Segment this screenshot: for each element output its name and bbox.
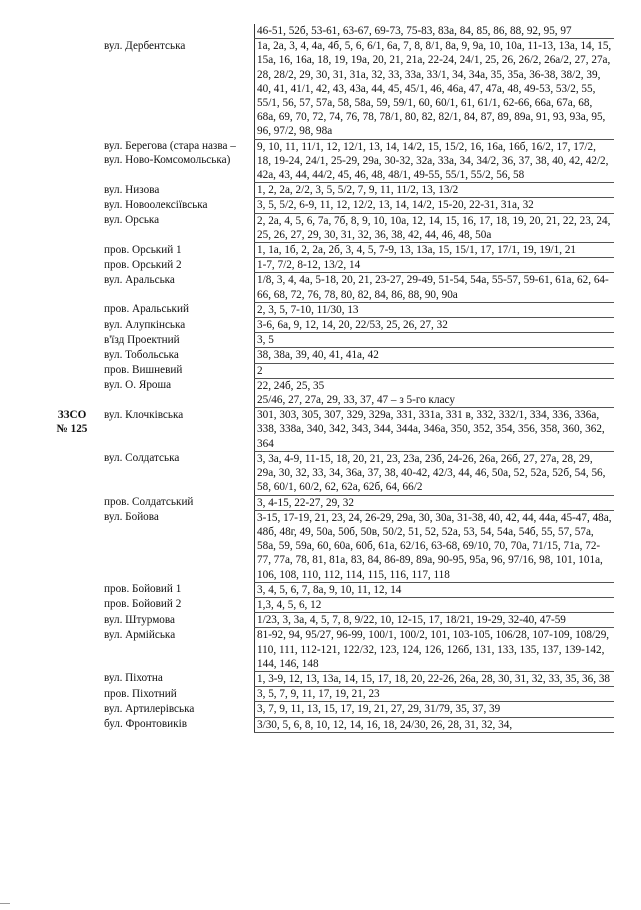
street-name: вул. Артилерівська bbox=[104, 702, 195, 715]
school-cell bbox=[42, 582, 102, 597]
street-name: вул. Клочківська bbox=[104, 408, 184, 421]
house-numbers: 81-92, 94, 95/27, 96-99, 100/1, 100/2, 101, 103-105, 106/28, 107-109, 108/29, 110, 111, 112-121, 122/32, 123, 124, 126, 126б, 131, 133, 135, 137, 139-142, 144, 146, 148 bbox=[255, 628, 615, 672]
school-cell bbox=[42, 198, 102, 213]
table-row bbox=[42, 333, 614, 348]
street-name: пров. Аральський bbox=[104, 303, 189, 316]
house-numbers: 1, 2, 2а, 2/2, 3, 5, 5/2, 7, 9, 11, 11/2, 13, 13/2 bbox=[255, 183, 615, 198]
house-numbers: 3, 4, 5, 6, 7, 8а, 9, 10, 11, 12, 14 bbox=[255, 582, 615, 597]
school-cell bbox=[42, 258, 102, 273]
table-row bbox=[42, 408, 614, 452]
table-row bbox=[42, 378, 614, 407]
school-cell bbox=[42, 302, 102, 317]
school-number: № 125 bbox=[56, 422, 88, 435]
school-cell bbox=[42, 378, 102, 407]
street-name: вул. Штурмова bbox=[104, 613, 175, 626]
school-cell bbox=[42, 333, 102, 348]
table-row bbox=[42, 597, 614, 612]
school-cell bbox=[42, 451, 102, 495]
scan-edge-mark bbox=[0, 903, 10, 910]
table-row bbox=[42, 363, 614, 378]
house-numbers: 2, 3, 5, 7-10, 11/30, 13 bbox=[255, 302, 615, 317]
street-name: вул. Бойова bbox=[104, 511, 159, 524]
house-numbers: 3/30, 5, 6, 8, 10, 12, 14, 16, 18, 24/30, 26, 28, 31, 32, 34, bbox=[255, 717, 615, 732]
street-name: пров. Бойовий 2 bbox=[104, 598, 182, 611]
house-numbers: 3, 7, 9, 11, 13, 15, 17, 19, 21, 27, 29, 31/79, 35, 37, 39 bbox=[255, 702, 615, 717]
table-row bbox=[42, 613, 614, 628]
school-cell bbox=[42, 495, 102, 510]
school-cell bbox=[42, 671, 102, 686]
table-row bbox=[42, 198, 614, 213]
table-row bbox=[42, 702, 614, 717]
school-cell bbox=[42, 510, 102, 582]
house-numbers: 3-15, 17-19, 21, 23, 24, 26-29, 29а, 30, 30а, 31-38, 40, 42, 44, 44а, 45-47, 48а, 48б, 48г, 49, 50а, 50б, 50в, 50/2, 51, 52, 52а, 53, 54, 54а, 54б, 55, 57, 57а, 58а, 59, 59а, 60, 60а, 60б, 61а, 62/16, 63-68, 69/10, 70, 70а, 71/15, 71а, 72-77, 77а, 78, 81, 81а, 83, 84, 86-89, 89а, 90-95, 95а, 96, 97/16, 98, 101, 101а, 106, 108, 110, 112, 114, 115, 116, 117, 118 bbox=[255, 510, 615, 582]
table-row bbox=[42, 183, 614, 198]
table-row bbox=[42, 348, 614, 363]
street-name: вул. Низова bbox=[104, 183, 160, 196]
house-numbers: 1,3, 4, 5, 6, 12 bbox=[255, 597, 615, 612]
street-name: пров. Орський 2 bbox=[104, 258, 182, 271]
table-row bbox=[42, 213, 614, 242]
house-numbers: 1, 1а, 1б, 2, 2а, 2б, 3, 4, 5, 7-9, 13, 13а, 15, 15/1, 17, 17/1, 19, 19/1, 21 bbox=[255, 243, 615, 258]
house-numbers: 3-6, 6а, 9, 12, 14, 20, 22/53, 25, 26, 27, 32 bbox=[255, 318, 615, 333]
house-numbers: 1-7, 7/2, 8-12, 13/2, 14 bbox=[255, 258, 615, 273]
street-name: пров. Солдатський bbox=[104, 496, 194, 508]
street-name: вул. Тобольська bbox=[104, 348, 179, 361]
house-numbers: 1, 3-9, 12, 13, 13а, 14, 15, 17, 18, 20, 22-26, 26а, 28, 30, 31, 32, 33, 35, 36, 38 bbox=[255, 671, 615, 686]
school-cell bbox=[42, 702, 102, 717]
house-numbers: 301, 303, 305, 307, 329, 329а, 331, 331а, 331 в, 332, 332/1, 334, 336, 336а, 338, 338а, 340, 342, 343, 344, 344а, 346а, 350, 352, 354, 356, 358, 360, 362, 364 bbox=[255, 408, 615, 452]
school-cell bbox=[42, 39, 102, 139]
school-cell bbox=[42, 318, 102, 333]
street-name: вул. Алупкінська bbox=[104, 318, 186, 331]
school-cell bbox=[42, 348, 102, 363]
house-numbers: 38, 38а, 39, 40, 41, 41а, 42 bbox=[255, 348, 615, 363]
street-name: бул. Фронтовиків bbox=[104, 718, 187, 731]
table-row bbox=[42, 258, 614, 273]
table-row bbox=[42, 273, 614, 302]
house-numbers: 1/23, 3, 3а, 4, 5, 7, 8, 9/22, 10, 12-15, 17, 18/21, 19-29, 32-40, 47-59 bbox=[255, 613, 615, 628]
street-name: вул. Новоолексіївська bbox=[104, 198, 208, 211]
school-cell bbox=[42, 183, 102, 198]
house-numbers: 9, 10, 11, 11/1, 12, 12/1, 13, 14, 14/2, 15, 15/2, 16, 16а, 16б, 16/2, 17, 17/2, 18, 19-24, 24/1, 25-29, 29а, 30-32, 32а, 33а, 34, 34/2, 36, 37, 38, 40, 42, 42/2, 42а, 43, 44, 44/2, 45, 46, 48, 48/1, 49-55, 55/1, 55/2, 56, 58 bbox=[255, 139, 615, 183]
house-numbers: 3, 5, 7, 9, 11, 17, 19, 21, 23 bbox=[255, 687, 615, 702]
table-row bbox=[42, 510, 614, 582]
table-row bbox=[42, 139, 614, 183]
house-numbers: 46-51, 52б, 53-61, 63-67, 69-73, 75-83, 83а, 84, 85, 86, 88, 92, 95, 97 bbox=[255, 24, 615, 39]
house-numbers: 3, 5 bbox=[255, 333, 615, 348]
table-row bbox=[42, 451, 614, 495]
table-row bbox=[42, 39, 614, 139]
school-cell bbox=[42, 597, 102, 612]
house-numbers: 22, 24б, 25, 35 25/46, 27, 27а, 29, 33, 37, 47 – з 5-го класу bbox=[255, 378, 615, 407]
house-numbers: 3, 5, 5/2, 6-9, 11, 12, 12/2, 13, 14, 14/2, 15-20, 22-31, 31а, 32 bbox=[255, 198, 615, 213]
street-name: вул. Піхотна bbox=[104, 672, 163, 685]
street-name: вул. Орська bbox=[104, 214, 160, 227]
street-name: пров. Піхотний bbox=[104, 687, 177, 700]
street-name: в'їзд Проектний bbox=[104, 333, 180, 346]
school-cell bbox=[42, 408, 102, 452]
house-numbers: 1/8, 3, 4, 4а, 5-18, 20, 21, 23-27, 29-49, 51-54, 54а, 55-57, 59-61, 61а, 62, 64-66, 68, 72, 76, 78, 80, 82, 84, 86, 88, 90, 90а bbox=[255, 273, 615, 302]
table-row bbox=[42, 318, 614, 333]
house-numbers: 3, 3а, 4-9, 11-15, 18, 20, 21, 23, 23а, 23б, 24-26, 26а, 26б, 27, 27а, 28, 29, 29а, 30, 32, 33, 34, 36а, 37, 38, 40-42, 42/3, 44, 46, 50а, 52, 52а, 52б, 54, 56, 58, 60/1, 60/2, 62, 62а, 62б, 64, 66/2 bbox=[255, 451, 615, 495]
table-row bbox=[42, 302, 614, 317]
table-row bbox=[42, 671, 614, 686]
street-name: вул. Армійська bbox=[104, 628, 176, 641]
table-row bbox=[42, 717, 614, 732]
school-cell bbox=[42, 717, 102, 732]
school-cell bbox=[42, 613, 102, 628]
school-cell bbox=[42, 628, 102, 672]
table-row bbox=[42, 582, 614, 597]
street-name: вул. Солдатська bbox=[104, 452, 180, 465]
school-cell bbox=[42, 139, 102, 183]
street-name: вул. О. Яроша bbox=[104, 379, 172, 392]
school-cell bbox=[42, 213, 102, 242]
street-name: вул. Аральська bbox=[104, 273, 175, 286]
school-district-table bbox=[42, 24, 614, 733]
school-cell bbox=[42, 273, 102, 302]
table-row bbox=[42, 495, 614, 510]
table-row bbox=[42, 628, 614, 672]
house-numbers: 1а, 2а, 3, 4, 4а, 4б, 5, 6, 6/1, 6а, 7, 8, 8/1, 8а, 9, 9а, 10, 10а, 11-13, 13а, 14, 15, 15а, 16, 16а, 18, 19, 19а, 20, 21, 21а, 22-24, 24/1, 25, 26, 26/2, 26а/2, 27, 27а, 28, 28/2, 29, 30, 31, 31а, 32, 33, 33а, 33/1, 34, 34а, 35, 35а, 36-38, 38/2, 39, 40, 41, 41/1, 42, 43, 43а, 44, 45, 45/1, 46, 46а, 47, 47а, 48, 49-53, 53/2, 55, 55/1, 56, 57, 57а, 58, 58а, 59, 59/1, 60, 60/1, 61, 61/1, 62-66, 66а, 67а, 68, 68а, 69, 70, 72, 74, 76, 78, 78/1, 80, 82, 82/1, 84, 87, 89, 89а, 91, 93, 93а, 95, 96, 97/2, 98, 98а bbox=[255, 39, 615, 139]
school-cell bbox=[42, 243, 102, 258]
school-cell bbox=[42, 687, 102, 702]
house-numbers: 3, 4-15, 22-27, 29, 32 bbox=[255, 495, 615, 510]
school-cell bbox=[42, 24, 102, 39]
table-row bbox=[42, 24, 614, 39]
street-name: вул. Берегова (стара назва – вул. Ново-Комсомольська) bbox=[104, 140, 236, 167]
street-name: пров. Бойовий 1 bbox=[104, 583, 182, 596]
street-name: пров. Вишневий bbox=[104, 364, 183, 377]
table-row bbox=[42, 687, 614, 702]
table-row bbox=[42, 243, 614, 258]
street-name: вул. Дербентська bbox=[104, 39, 186, 52]
house-numbers: 2, 2а, 4, 5, 6, 7а, 7б, 8, 9, 10, 10а, 12, 14, 15, 16, 17, 18, 19, 20, 21, 22, 23, 24, 25, 26, 27, 29, 30, 31, 32, 36, 38, 42, 44, 46, 48, 50а bbox=[255, 213, 615, 242]
school-cell bbox=[42, 363, 102, 378]
street-name: пров. Орський 1 bbox=[104, 243, 182, 256]
house-numbers: 2 bbox=[255, 363, 615, 378]
school-name: ЗЗСО bbox=[57, 408, 87, 421]
street-name bbox=[102, 24, 255, 39]
